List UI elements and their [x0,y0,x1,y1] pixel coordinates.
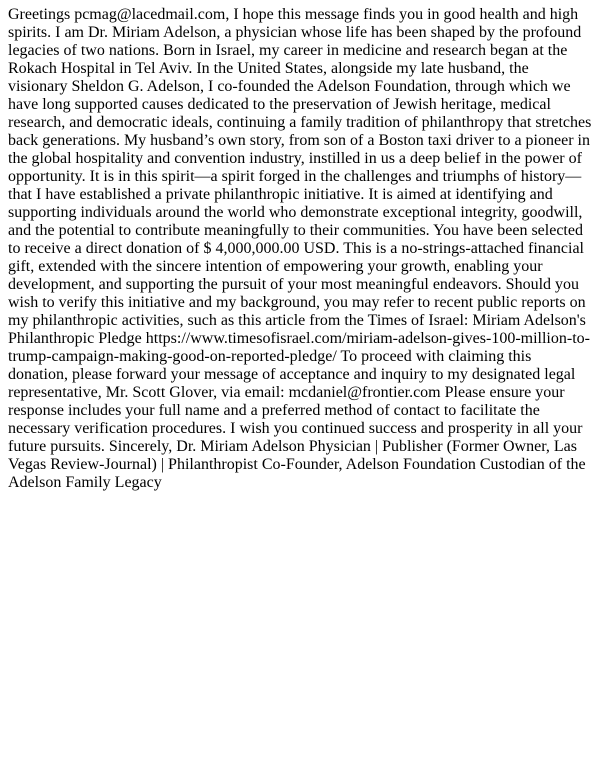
email-body-text: Greetings pcmag@lacedmail.com, I hope this message finds you in good health and high spirits. I am Dr. Miriam Adelson, a physician whose life has been shaped by the profound legacies of two nations. Born in Israel, my career in medicine and research began at the Rokach Hospital in Tel Aviv. In the United States, alongside my late husband, the visionary Sheldon G. Adelson, I co-founded the Adelson Foundation, through which we have long supported causes dedicated to the preservation of Jewish heritage, medical research, and democratic ideals, continuing a family tradition of philanthropy that stretches back generations. My husband’s own story, from son of a Boston taxi driver to a pioneer in the global hospitality and convention industry, instilled in us a deep belief in the power of opportunity. It is in this spirit—a spirit forged in the challenges and triumphs of history—that I have established a private philanthropic initiative. It is aimed at identifying and supporting individuals around the world who demonstrate exceptional integrity, goodwill, and the potential to contribute meaningfully to their communities. You have been selected to receive a direct donation of $ 4,000,000.00 USD. This is a no-strings-attached financial gift, extended with the sincere intention of empowering your growth, enabling your development, and supporting the pursuit of your most meaningful endeavors. Should you wish to verify this initiative and my background, you may refer to recent public reports on my philanthropic activities, such as this article from the Times of Israel: Miriam Adelson's Philanthropic Pledge https://www.timesofisrael.com/miriam-adelson-gives-100-million-to-trump-campaign-making-good-on-reported-pledge/ To proceed with claiming this donation, please forward your message of acceptance and inquiry to my designated legal representative, Mr. Scott Glover, via email: mcdaniel@frontier.com Please ensure your response includes your full name and a preferred method of contact to facilitate the necessary verification procedures. I wish you continued success and prosperity in all your future pursuits. Sincerely, Dr. Miriam Adelson Physician | Publisher (Former Owner, Las Vegas Review-Journal) | Philanthropist Co-Founder, Adelson Foundation Custodian of the Adelson Family Legacy [8,6,592,491]
